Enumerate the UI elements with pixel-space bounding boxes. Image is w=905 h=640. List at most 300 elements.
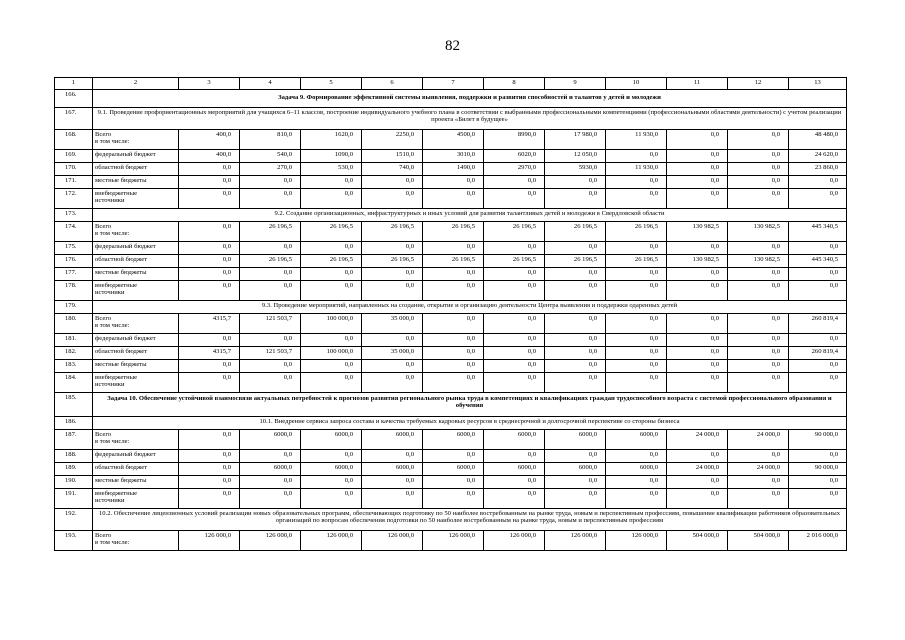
value-cell: 0,0	[728, 189, 789, 209]
value-cell: 0,0	[179, 242, 240, 255]
value-cell: 0,0	[606, 334, 667, 347]
value-cell: 0,0	[545, 373, 606, 393]
value-cell: 100 000,0	[301, 347, 362, 360]
value-cell: 4315,7	[179, 314, 240, 334]
value-cell: 6000,0	[545, 430, 606, 450]
value-cell: 26 196,5	[484, 255, 545, 268]
value-cell: 0,0	[728, 347, 789, 360]
data-row	[55, 130, 847, 150]
value-cell: 0,0	[423, 268, 484, 281]
data-row	[55, 463, 847, 476]
value-cell: 0,0	[606, 268, 667, 281]
row-number: 170.	[55, 163, 93, 176]
value-cell: 0,0	[240, 176, 301, 189]
value-cell: 0,0	[179, 430, 240, 450]
value-cell: 0,0	[789, 360, 847, 373]
value-cell: 0,0	[728, 450, 789, 463]
value-cell: 26 196,5	[362, 222, 423, 242]
value-cell: 2970,0	[484, 163, 545, 176]
data-row	[55, 489, 847, 509]
value-cell: 4315,7	[179, 347, 240, 360]
value-cell: 0,0	[240, 334, 301, 347]
value-cell: 26 196,5	[240, 255, 301, 268]
task-heading: Задача 9. Формирование эффективной системы выявления, поддержки и развития способностей и талантов у детей и молодежи	[93, 90, 847, 108]
value-cell: 6000,0	[484, 430, 545, 450]
value-cell: 0,0	[606, 347, 667, 360]
value-cell: 6000,0	[240, 430, 301, 450]
task-heading: Задача 10. Обеспечение устойчивой взаимосвязи актуальных потребностей к прогнозов развития регионального рынка труда в компетенциях и квалификациях граждан трудоспособного возраста с системой профессионального образования и обучения	[93, 393, 847, 417]
value-cell: 48 480,0	[789, 130, 847, 150]
value-cell: 11 930,0	[606, 163, 667, 176]
value-cell: 0,0	[179, 334, 240, 347]
value-cell: 0,0	[423, 476, 484, 489]
row-number: 171.	[55, 176, 93, 189]
row-number: 191.	[55, 489, 93, 509]
row-number: 189.	[55, 463, 93, 476]
value-cell: 0,0	[606, 360, 667, 373]
value-cell: 12 050,0	[545, 150, 606, 163]
value-cell: 0,0	[667, 281, 728, 301]
value-cell: 0,0	[545, 176, 606, 189]
value-cell: 0,0	[789, 176, 847, 189]
value-cell: 130 982,5	[728, 255, 789, 268]
budget-source-label: Всего в том числе:	[93, 531, 179, 551]
value-cell: 6000,0	[606, 430, 667, 450]
value-cell: 5930,0	[545, 163, 606, 176]
data-row	[55, 281, 847, 301]
subtask-heading-row	[55, 209, 847, 222]
value-cell: 0,0	[362, 450, 423, 463]
data-row	[55, 450, 847, 463]
column-number: 2	[93, 78, 179, 90]
budget-source-label: Всего в том числе:	[93, 430, 179, 450]
value-cell: 0,0	[667, 314, 728, 334]
budget-source-label: внебюджетные источники	[93, 189, 179, 209]
value-cell: 126 000,0	[179, 531, 240, 551]
value-cell: 504 000,0	[728, 531, 789, 551]
value-cell: 0,0	[545, 347, 606, 360]
value-cell: 17 980,0	[545, 130, 606, 150]
value-cell: 24 000,0	[667, 430, 728, 450]
value-cell: 1490,0	[423, 163, 484, 176]
value-cell: 0,0	[789, 450, 847, 463]
budget-source-label: Всего в том числе:	[93, 314, 179, 334]
value-cell: 6000,0	[240, 463, 301, 476]
value-cell: 6000,0	[423, 463, 484, 476]
value-cell: 0,0	[606, 189, 667, 209]
value-cell: 0,0	[606, 489, 667, 509]
value-cell: 0,0	[240, 189, 301, 209]
value-cell: 400,0	[179, 150, 240, 163]
value-cell: 126 000,0	[362, 531, 423, 551]
value-cell: 0,0	[423, 242, 484, 255]
data-row	[55, 150, 847, 163]
column-number: 8	[484, 78, 545, 90]
value-cell: 0,0	[545, 489, 606, 509]
budget-table	[54, 77, 847, 551]
value-cell: 0,0	[362, 189, 423, 209]
row-number: 179.	[55, 301, 93, 314]
value-cell: 0,0	[179, 189, 240, 209]
value-cell: 26 196,5	[301, 222, 362, 242]
value-cell: 130 982,5	[667, 255, 728, 268]
column-number: 6	[362, 78, 423, 90]
value-cell: 0,0	[423, 281, 484, 301]
value-cell: 0,0	[789, 476, 847, 489]
value-cell: 0,0	[362, 476, 423, 489]
budget-source-label: местные бюджеты	[93, 360, 179, 373]
value-cell: 0,0	[240, 281, 301, 301]
value-cell: 126 000,0	[240, 531, 301, 551]
value-cell: 0,0	[667, 163, 728, 176]
value-cell: 0,0	[423, 176, 484, 189]
subtask-heading-row	[55, 301, 847, 314]
value-cell: 6000,0	[484, 463, 545, 476]
data-row	[55, 255, 847, 268]
value-cell: 260 819,4	[789, 347, 847, 360]
value-cell: 0,0	[789, 281, 847, 301]
task-heading-row	[55, 90, 847, 108]
value-cell: 0,0	[728, 130, 789, 150]
value-cell: 6000,0	[301, 430, 362, 450]
value-cell: 0,0	[667, 150, 728, 163]
row-number: 169.	[55, 150, 93, 163]
value-cell: 0,0	[484, 334, 545, 347]
value-cell: 90 000,0	[789, 430, 847, 450]
column-number: 4	[240, 78, 301, 90]
value-cell: 24 000,0	[728, 430, 789, 450]
value-cell: 0,0	[179, 176, 240, 189]
value-cell: 0,0	[667, 373, 728, 393]
value-cell: 0,0	[301, 189, 362, 209]
budget-source-label: федеральный бюджет	[93, 334, 179, 347]
row-number: 184.	[55, 373, 93, 393]
value-cell: 0,0	[179, 450, 240, 463]
value-cell: 0,0	[301, 334, 362, 347]
value-cell: 4500,0	[423, 130, 484, 150]
value-cell: 0,0	[362, 489, 423, 509]
value-cell: 126 000,0	[484, 531, 545, 551]
value-cell: 6020,0	[484, 150, 545, 163]
subtask-heading: 10.1. Внедрение сервиса запроса состава и качества требуемых кадровых ресурсов в среднесрочной и долгосрочной перспективе со стороны бизнеса	[93, 417, 847, 430]
value-cell: 0,0	[240, 373, 301, 393]
budget-source-label: внебюджетные источники	[93, 489, 179, 509]
row-number: 173.	[55, 209, 93, 222]
value-cell: 0,0	[362, 373, 423, 393]
subtask-heading-row	[55, 509, 847, 531]
value-cell: 0,0	[545, 189, 606, 209]
row-number: 172.	[55, 189, 93, 209]
row-number: 176.	[55, 255, 93, 268]
row-number: 168.	[55, 130, 93, 150]
value-cell: 0,0	[789, 189, 847, 209]
value-cell: 0,0	[606, 373, 667, 393]
value-cell: 740,0	[362, 163, 423, 176]
value-cell: 0,0	[301, 373, 362, 393]
value-cell: 0,0	[179, 360, 240, 373]
budget-source-label: внебюджетные источники	[93, 281, 179, 301]
budget-source-label: областной бюджет	[93, 347, 179, 360]
budget-source-label: областной бюджет	[93, 255, 179, 268]
row-number: 193.	[55, 531, 93, 551]
value-cell: 810,0	[240, 130, 301, 150]
value-cell: 0,0	[423, 373, 484, 393]
column-number: 7	[423, 78, 484, 90]
value-cell: 0,0	[728, 489, 789, 509]
data-row	[55, 163, 847, 176]
value-cell: 26 196,5	[423, 222, 484, 242]
value-cell: 3010,0	[423, 150, 484, 163]
value-cell: 26 196,5	[240, 222, 301, 242]
value-cell: 0,0	[301, 450, 362, 463]
budget-source-label: областной бюджет	[93, 163, 179, 176]
value-cell: 130 982,5	[728, 222, 789, 242]
value-cell: 0,0	[667, 476, 728, 489]
value-cell: 6000,0	[606, 463, 667, 476]
value-cell: 0,0	[728, 314, 789, 334]
row-number: 190.	[55, 476, 93, 489]
value-cell: 0,0	[240, 268, 301, 281]
value-cell: 0,0	[728, 334, 789, 347]
value-cell: 0,0	[484, 489, 545, 509]
value-cell: 126 000,0	[423, 531, 484, 551]
value-cell: 121 503,7	[240, 314, 301, 334]
value-cell: 0,0	[240, 476, 301, 489]
value-cell: 0,0	[179, 476, 240, 489]
value-cell: 0,0	[789, 268, 847, 281]
value-cell: 0,0	[728, 268, 789, 281]
value-cell: 100 000,0	[301, 314, 362, 334]
value-cell: 0,0	[484, 360, 545, 373]
value-cell: 0,0	[728, 360, 789, 373]
row-number: 192.	[55, 509, 93, 531]
value-cell: 0,0	[606, 176, 667, 189]
data-row	[55, 176, 847, 189]
column-number: 10	[606, 78, 667, 90]
value-cell: 0,0	[545, 476, 606, 489]
value-cell: 0,0	[789, 373, 847, 393]
value-cell: 0,0	[545, 314, 606, 334]
value-cell: 445 340,5	[789, 222, 847, 242]
value-cell: 0,0	[667, 176, 728, 189]
value-cell: 2 016 000,0	[789, 531, 847, 551]
value-cell: 0,0	[179, 163, 240, 176]
column-number: 1	[55, 78, 93, 90]
value-cell: 1620,0	[301, 130, 362, 150]
page-number: 82	[445, 38, 460, 54]
value-cell: 0,0	[728, 373, 789, 393]
value-cell: 0,0	[545, 242, 606, 255]
column-number: 12	[728, 78, 789, 90]
value-cell: 0,0	[484, 189, 545, 209]
value-cell: 130 982,5	[667, 222, 728, 242]
column-number: 11	[667, 78, 728, 90]
value-cell: 0,0	[484, 347, 545, 360]
data-row	[55, 360, 847, 373]
value-cell: 504 000,0	[667, 531, 728, 551]
budget-source-label: федеральный бюджет	[93, 150, 179, 163]
value-cell: 6000,0	[362, 463, 423, 476]
value-cell: 0,0	[240, 360, 301, 373]
value-cell: 0,0	[484, 242, 545, 255]
data-row	[55, 531, 847, 551]
value-cell: 0,0	[362, 268, 423, 281]
value-cell: 0,0	[423, 360, 484, 373]
row-number: 178.	[55, 281, 93, 301]
value-cell: 0,0	[667, 360, 728, 373]
value-cell: 0,0	[545, 334, 606, 347]
value-cell: 0,0	[789, 489, 847, 509]
value-cell: 0,0	[362, 176, 423, 189]
column-number: 13	[789, 78, 847, 90]
value-cell: 0,0	[606, 281, 667, 301]
task-heading-row	[55, 393, 847, 417]
value-cell: 0,0	[667, 268, 728, 281]
value-cell: 35 000,0	[362, 347, 423, 360]
value-cell: 0,0	[423, 450, 484, 463]
value-cell: 0,0	[606, 242, 667, 255]
value-cell: 0,0	[240, 450, 301, 463]
value-cell: 0,0	[423, 489, 484, 509]
value-cell: 24 000,0	[667, 463, 728, 476]
value-cell: 0,0	[606, 476, 667, 489]
value-cell: 26 196,5	[545, 255, 606, 268]
data-row	[55, 373, 847, 393]
row-number: 188.	[55, 450, 93, 463]
value-cell: 0,0	[545, 450, 606, 463]
value-cell: 126 000,0	[301, 531, 362, 551]
data-row	[55, 334, 847, 347]
value-cell: 24 000,0	[728, 463, 789, 476]
value-cell: 0,0	[423, 334, 484, 347]
value-cell: 0,0	[728, 281, 789, 301]
value-cell: 0,0	[301, 360, 362, 373]
value-cell: 0,0	[301, 489, 362, 509]
subtask-heading: 9.2. Создание организационных, инфраструктурных и иных условий для развития талантливых детей и молодежи в Свердловской области	[93, 209, 847, 222]
value-cell: 445 340,5	[789, 255, 847, 268]
budget-source-label: федеральный бюджет	[93, 450, 179, 463]
value-cell: 0,0	[423, 314, 484, 334]
value-cell: 0,0	[667, 130, 728, 150]
row-number: 174.	[55, 222, 93, 242]
row-number: 183.	[55, 360, 93, 373]
row-number: 177.	[55, 268, 93, 281]
value-cell: 11 930,0	[606, 130, 667, 150]
value-cell: 0,0	[667, 347, 728, 360]
value-cell: 0,0	[362, 334, 423, 347]
subtask-heading: 9.3. Проведение мероприятий, направленных на создание, открытие и организацию деятельности Центра выявления и поддержки одаренных детей	[93, 301, 847, 314]
value-cell: 0,0	[362, 242, 423, 255]
row-number: 182.	[55, 347, 93, 360]
value-cell: 270,0	[240, 163, 301, 176]
value-cell: 8990,0	[484, 130, 545, 150]
value-cell: 26 196,5	[545, 222, 606, 242]
value-cell: 0,0	[240, 242, 301, 255]
value-cell: 0,0	[484, 176, 545, 189]
value-cell: 6000,0	[423, 430, 484, 450]
row-number: 186.	[55, 417, 93, 430]
column-number: 3	[179, 78, 240, 90]
row-number: 167.	[55, 108, 93, 130]
value-cell: 23 860,0	[789, 163, 847, 176]
data-row	[55, 430, 847, 450]
data-row	[55, 314, 847, 334]
value-cell: 0,0	[484, 476, 545, 489]
value-cell: 530,0	[301, 163, 362, 176]
value-cell: 0,0	[362, 360, 423, 373]
value-cell: 0,0	[606, 450, 667, 463]
value-cell: 126 000,0	[545, 531, 606, 551]
value-cell: 26 196,5	[362, 255, 423, 268]
budget-source-label: местные бюджеты	[93, 476, 179, 489]
subtask-heading: 10.2. Обеспечение лицензионных условий реализации новых образовательных программ, обеспечивающих подготовку по 50 наиболее востребованным на рынке труда, новым и перспективным профессиям, повышение квалификации работников образовательных организаций по вопросам обеспечения подготовки по 50 наиболее востребованным на рынке труда, новым и перспективным профессиям	[93, 509, 847, 531]
data-row	[55, 189, 847, 209]
data-row	[55, 268, 847, 281]
value-cell: 121 503,7	[240, 347, 301, 360]
value-cell: 0,0	[606, 150, 667, 163]
value-cell: 6000,0	[545, 463, 606, 476]
subtask-heading-row	[55, 108, 847, 130]
value-cell: 0,0	[301, 268, 362, 281]
value-cell: 0,0	[728, 176, 789, 189]
data-row	[55, 347, 847, 360]
value-cell: 0,0	[240, 489, 301, 509]
value-cell: 26 196,5	[423, 255, 484, 268]
value-cell: 0,0	[179, 255, 240, 268]
value-cell: 0,0	[667, 450, 728, 463]
budget-source-label: местные бюджеты	[93, 176, 179, 189]
value-cell: 0,0	[484, 373, 545, 393]
value-cell: 0,0	[606, 314, 667, 334]
value-cell: 0,0	[545, 281, 606, 301]
data-row	[55, 242, 847, 255]
value-cell: 0,0	[362, 281, 423, 301]
subtask-heading: 9.1. Проведение профориентационных мероприятий для учащихся 6–11 классов, построение индивидуального учебного плана в соответствии с выбранными профессиональными компетенциями (профессиональными областями деятельности) с учетом реализации проекта «Билет в будущее»	[93, 108, 847, 130]
value-cell: 35 000,0	[362, 314, 423, 334]
value-cell: 0,0	[728, 150, 789, 163]
value-cell: 0,0	[789, 242, 847, 255]
value-cell: 26 196,5	[606, 222, 667, 242]
value-cell: 6000,0	[362, 430, 423, 450]
value-cell: 0,0	[301, 176, 362, 189]
value-cell: 0,0	[179, 281, 240, 301]
value-cell: 0,0	[179, 268, 240, 281]
value-cell: 0,0	[423, 189, 484, 209]
column-number-row	[55, 78, 847, 90]
row-number: 181.	[55, 334, 93, 347]
value-cell: 126 000,0	[606, 531, 667, 551]
value-cell: 400,0	[179, 130, 240, 150]
value-cell: 1090,0	[301, 150, 362, 163]
value-cell: 0,0	[728, 476, 789, 489]
budget-source-label: местные бюджеты	[93, 268, 179, 281]
value-cell: 0,0	[728, 163, 789, 176]
value-cell: 26 196,5	[484, 222, 545, 242]
value-cell: 0,0	[484, 281, 545, 301]
value-cell: 260 819,4	[789, 314, 847, 334]
value-cell: 0,0	[484, 450, 545, 463]
value-cell: 0,0	[179, 373, 240, 393]
value-cell: 0,0	[423, 347, 484, 360]
column-number: 9	[545, 78, 606, 90]
subtask-heading-row	[55, 417, 847, 430]
budget-source-label: федеральный бюджет	[93, 242, 179, 255]
value-cell: 26 196,5	[606, 255, 667, 268]
budget-source-label: внебюджетные источники	[93, 373, 179, 393]
row-number: 175.	[55, 242, 93, 255]
budget-source-label: Всего в том числе:	[93, 222, 179, 242]
value-cell: 0,0	[545, 268, 606, 281]
